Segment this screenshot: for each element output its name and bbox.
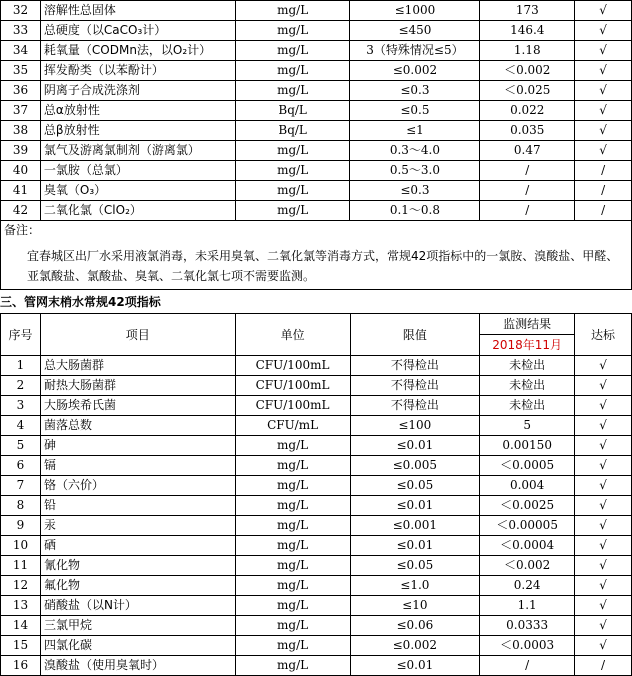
unit: mg/L	[235, 536, 350, 556]
unit: mg/L	[235, 656, 350, 676]
note-label: 备注：	[0, 220, 632, 240]
table-row	[1, 161, 632, 181]
row-number: 5	[1, 436, 41, 456]
row-number: 3	[1, 396, 41, 416]
limit-value: ≤0.005	[350, 456, 480, 476]
limit-value: 0.5～3.0	[350, 161, 480, 181]
limit-value: ≤0.01	[350, 496, 480, 516]
table-row	[1, 496, 632, 516]
item-name: 铅	[40, 496, 235, 516]
item-name: 一氯胺（总氯）	[40, 161, 235, 181]
limit-value: ≤0.06	[350, 616, 480, 636]
row-number: 14	[1, 616, 41, 636]
pass-mark: √	[575, 636, 632, 656]
item-name: 二氧化氯（ClO₂）	[40, 201, 235, 221]
result-value: 0.022	[480, 101, 575, 121]
row-number: 36	[1, 81, 41, 101]
result-value: 1.18	[480, 41, 575, 61]
limit-value: 不得检出	[350, 396, 480, 416]
pass-mark: /	[575, 656, 632, 676]
row-number: 42	[1, 201, 41, 221]
unit: mg/L	[235, 476, 350, 496]
unit: CFU/mL	[235, 416, 350, 436]
unit: mg/L	[235, 596, 350, 616]
item-name: 溴酸盐（使用臭氧时）	[40, 656, 235, 676]
result-value: ＜0.0003	[480, 636, 575, 656]
unit: CFU/100mL	[235, 396, 350, 416]
header-date: 2018年11月	[480, 335, 575, 356]
limit-value: 3（特殊情况≤5）	[350, 41, 480, 61]
unit: mg/L	[235, 436, 350, 456]
result-value: /	[480, 161, 575, 181]
unit: mg/L	[235, 161, 350, 181]
pass-mark: √	[575, 596, 632, 616]
result-value: /	[480, 656, 575, 676]
limit-value: ≤1000	[350, 1, 480, 21]
row-number: 16	[1, 656, 41, 676]
item-name: 总大肠菌群	[40, 356, 235, 376]
table-row	[1, 356, 632, 376]
item-name: 汞	[40, 516, 235, 536]
row-number: 9	[1, 516, 41, 536]
unit: mg/L	[235, 556, 350, 576]
result-value: 0.035	[480, 121, 575, 141]
result-value: 未检出	[480, 376, 575, 396]
limit-value: ≤450	[350, 21, 480, 41]
unit: mg/L	[235, 576, 350, 596]
limit-value: ≤0.01	[350, 656, 480, 676]
pass-mark: √	[575, 376, 632, 396]
unit: mg/L	[235, 41, 350, 61]
pass-mark: √	[575, 356, 632, 376]
row-number: 11	[1, 556, 41, 576]
item-name: 氟化物	[40, 576, 235, 596]
pass-mark: √	[575, 21, 632, 41]
table-row	[1, 396, 632, 416]
table-row	[1, 181, 632, 201]
table-row	[1, 576, 632, 596]
row-number: 10	[1, 536, 41, 556]
row-number: 2	[1, 376, 41, 396]
unit: mg/L	[235, 516, 350, 536]
pass-mark: /	[575, 181, 632, 201]
result-value: 0.0333	[480, 616, 575, 636]
item-name: 硒	[40, 536, 235, 556]
table-row	[1, 596, 632, 616]
item-name: 氰化物	[40, 556, 235, 576]
row-number: 32	[1, 1, 41, 21]
table-row	[1, 516, 632, 536]
section-title: 三、管网末梢水常规42项指标	[0, 295, 161, 309]
header-no: 序号	[1, 314, 41, 356]
table-row	[1, 141, 632, 161]
pass-mark: √	[575, 41, 632, 61]
pass-mark: √	[575, 396, 632, 416]
note-text: 宜春城区出厂水采用液氯消毒，未采用臭氧、二氧化氯等消毒方式，常规42项指标中的一氯胺、溴酸盐、甲醛、亚氯酸盐、氯酸盐、臭氧、二氧化氯七项不需要监测。	[0, 240, 632, 290]
item-name: 耐热大肠菌群	[40, 376, 235, 396]
table-network-water	[0, 313, 632, 676]
row-number: 7	[1, 476, 41, 496]
row-number: 4	[1, 416, 41, 436]
header-unit: 单位	[235, 314, 350, 356]
unit: mg/L	[235, 81, 350, 101]
result-value: 1.1	[480, 596, 575, 616]
limit-value: ≤0.01	[350, 536, 480, 556]
limit-value: ≤0.01	[350, 436, 480, 456]
result-value: ＜0.0005	[480, 456, 575, 476]
pass-mark: √	[575, 456, 632, 476]
table-row	[1, 476, 632, 496]
pass-mark: √	[575, 81, 632, 101]
table-row	[1, 436, 632, 456]
limit-value: ≤0.05	[350, 556, 480, 576]
result-value: /	[480, 201, 575, 221]
result-value: 146.4	[480, 21, 575, 41]
pass-mark: √	[575, 141, 632, 161]
table-row	[1, 536, 632, 556]
unit: CFU/100mL	[235, 356, 350, 376]
limit-value: ≤0.002	[350, 636, 480, 656]
result-value: 5	[480, 416, 575, 436]
table-row	[1, 61, 632, 81]
table-row	[1, 21, 632, 41]
unit: mg/L	[235, 21, 350, 41]
item-name: 挥发酚类（以苯酚计）	[40, 61, 235, 81]
table-upper-section	[0, 0, 632, 221]
item-name: 臭氧（O₃）	[40, 181, 235, 201]
unit: Bq/L	[235, 121, 350, 141]
pass-mark: √	[575, 616, 632, 636]
item-name: 硝酸盐（以N计）	[40, 596, 235, 616]
pass-mark: √	[575, 436, 632, 456]
result-value: 未检出	[480, 396, 575, 416]
table-row	[1, 616, 632, 636]
item-name: 总α放射性	[40, 101, 235, 121]
unit: Bq/L	[235, 101, 350, 121]
limit-value: ≤0.05	[350, 476, 480, 496]
row-number: 8	[1, 496, 41, 516]
result-value: 0.47	[480, 141, 575, 161]
unit: mg/L	[235, 201, 350, 221]
limit-value: 不得检出	[350, 376, 480, 396]
table-row	[1, 41, 632, 61]
pass-mark: √	[575, 516, 632, 536]
item-name: 溶解性总固体	[40, 1, 235, 21]
row-number: 34	[1, 41, 41, 61]
limit-value: ≤0.3	[350, 181, 480, 201]
table-row	[1, 656, 632, 676]
result-value: 0.00150	[480, 436, 575, 456]
table-row	[1, 101, 632, 121]
unit: mg/L	[235, 61, 350, 81]
unit: mg/L	[235, 616, 350, 636]
table-row	[1, 416, 632, 436]
row-number: 6	[1, 456, 41, 476]
limit-value: 0.3～4.0	[350, 141, 480, 161]
row-number: 41	[1, 181, 41, 201]
header-result: 监测结果	[480, 314, 575, 335]
row-number: 33	[1, 21, 41, 41]
limit-value: ≤0.001	[350, 516, 480, 536]
pass-mark: √	[575, 416, 632, 436]
item-name: 菌落总数	[40, 416, 235, 436]
table-row	[1, 1, 632, 21]
header-limit: 限值	[350, 314, 480, 356]
item-name: 总硬度（以CaCO₃计）	[40, 21, 235, 41]
unit: mg/L	[235, 456, 350, 476]
item-name: 砷	[40, 436, 235, 456]
row-number: 15	[1, 636, 41, 656]
limit-value: ≤0.5	[350, 101, 480, 121]
result-value: ＜0.002	[480, 556, 575, 576]
table-row	[1, 556, 632, 576]
row-number: 39	[1, 141, 41, 161]
header-pass: 达标	[575, 314, 632, 356]
item-name: 四氯化碳	[40, 636, 235, 656]
item-name: 镉	[40, 456, 235, 476]
result-value: /	[480, 181, 575, 201]
pass-mark: √	[575, 556, 632, 576]
result-value: 未检出	[480, 356, 575, 376]
item-name: 铬（六价）	[40, 476, 235, 496]
item-name: 三氯甲烷	[40, 616, 235, 636]
item-name: 总β放射性	[40, 121, 235, 141]
unit: mg/L	[235, 1, 350, 21]
result-value: ＜0.0004	[480, 536, 575, 556]
pass-mark: √	[575, 101, 632, 121]
result-value: ＜0.0025	[480, 496, 575, 516]
pass-mark: /	[575, 161, 632, 181]
pass-mark: √	[575, 121, 632, 141]
row-number: 38	[1, 121, 41, 141]
limit-value: ≤10	[350, 596, 480, 616]
unit: CFU/100mL	[235, 376, 350, 396]
result-value: 0.004	[480, 476, 575, 496]
item-name: 大肠埃希氏菌	[40, 396, 235, 416]
result-value: 173	[480, 1, 575, 21]
item-name: 阴离子合成洗涤剂	[40, 81, 235, 101]
result-value: ＜0.00005	[480, 516, 575, 536]
pass-mark: √	[575, 1, 632, 21]
pass-mark: /	[575, 201, 632, 221]
limit-value: 0.1～0.8	[350, 201, 480, 221]
unit: mg/L	[235, 141, 350, 161]
pass-mark: √	[575, 476, 632, 496]
result-value: ＜0.002	[480, 61, 575, 81]
unit: mg/L	[235, 636, 350, 656]
row-number: 37	[1, 101, 41, 121]
row-number: 13	[1, 596, 41, 616]
limit-value: ≤0.002	[350, 61, 480, 81]
table-row	[1, 121, 632, 141]
table-row	[1, 81, 632, 101]
item-name: 耗氧量（CODMn法，以O₂计）	[40, 41, 235, 61]
row-number: 12	[1, 576, 41, 596]
pass-mark: √	[575, 536, 632, 556]
limit-value: 不得检出	[350, 356, 480, 376]
result-value: 0.24	[480, 576, 575, 596]
table-row	[1, 201, 632, 221]
limit-value: ≤1	[350, 121, 480, 141]
item-name: 氯气及游离氯制剂（游离氯）	[40, 141, 235, 161]
row-number: 1	[1, 356, 41, 376]
limit-value: ≤100	[350, 416, 480, 436]
limit-value: ≤1.0	[350, 576, 480, 596]
pass-mark: √	[575, 576, 632, 596]
result-value: ＜0.025	[480, 81, 575, 101]
row-number: 40	[1, 161, 41, 181]
unit: mg/L	[235, 181, 350, 201]
limit-value: ≤0.3	[350, 81, 480, 101]
table-row	[1, 636, 632, 656]
pass-mark: √	[575, 61, 632, 81]
row-number: 35	[1, 61, 41, 81]
header-item: 项目	[40, 314, 235, 356]
unit: mg/L	[235, 496, 350, 516]
table-row	[1, 456, 632, 476]
pass-mark: √	[575, 496, 632, 516]
table-row	[1, 376, 632, 396]
